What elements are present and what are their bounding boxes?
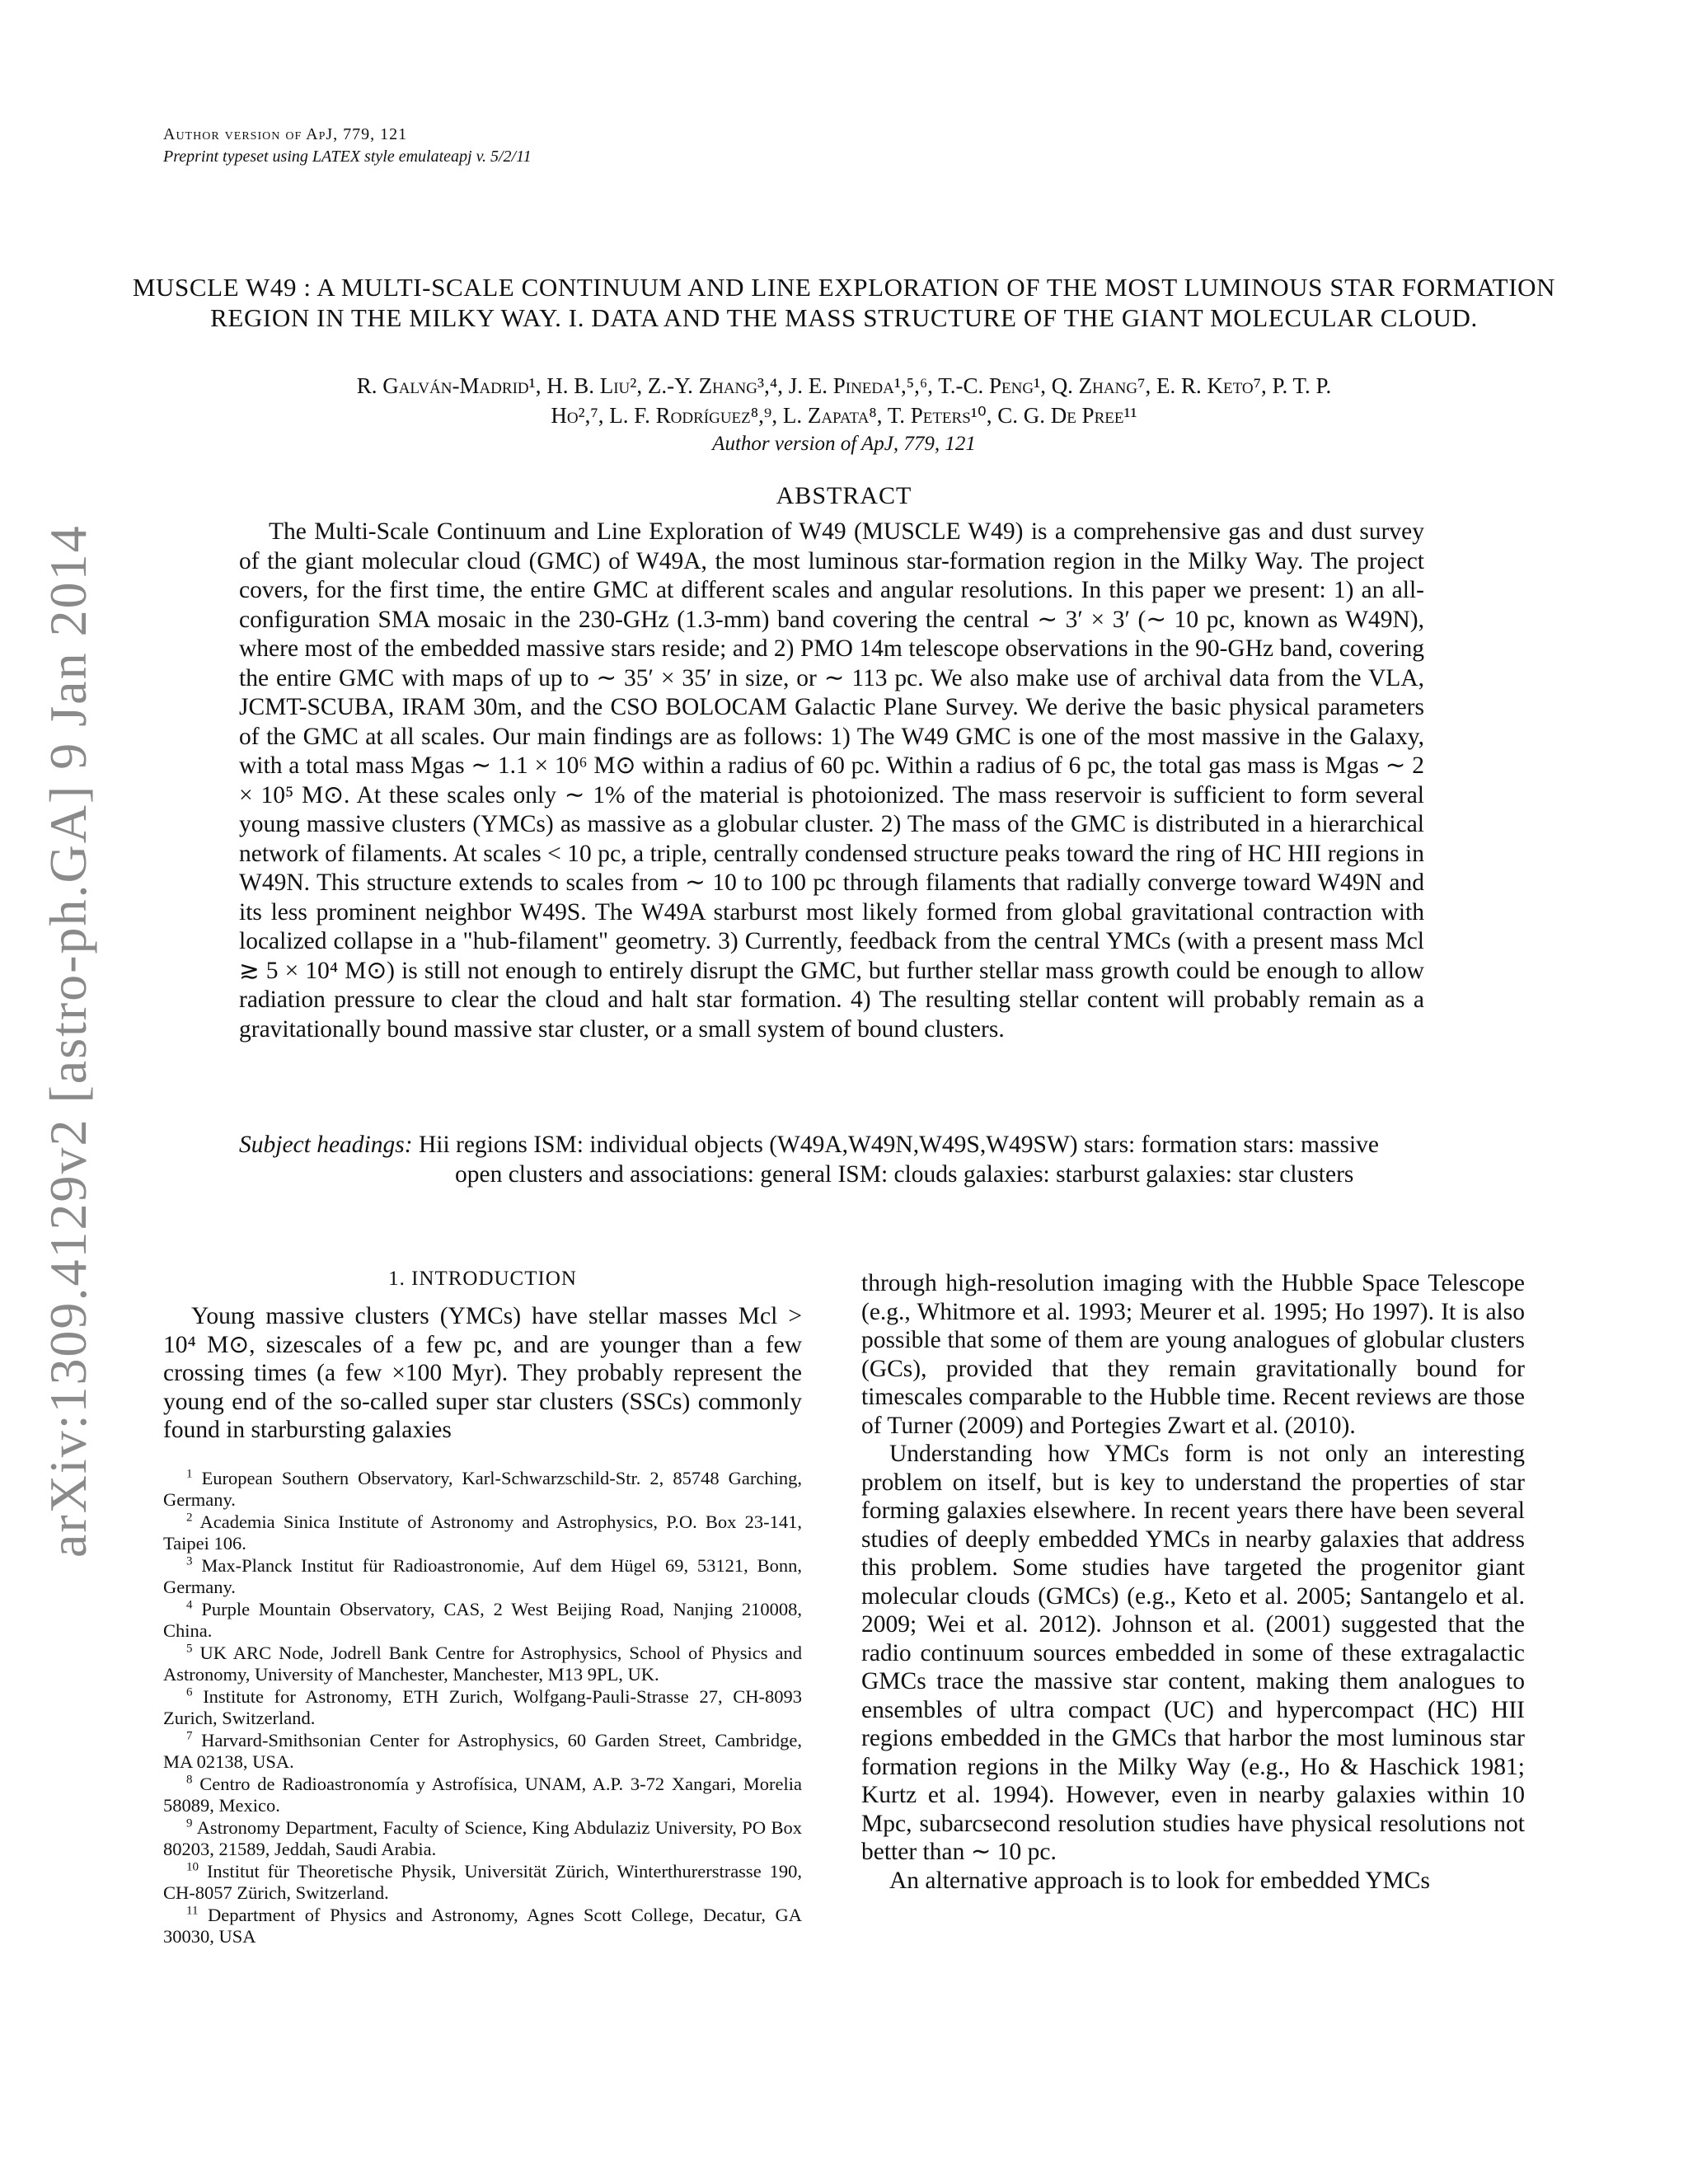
footnote-5: $^5$ UK ARC Node, Jodrell Bank Centre for Astrophysics, School of Physics and Astronomy, University of Manchester, Manchester, M13 9PL, UK. (163, 1642, 803, 1685)
footnote-3: $^3$ Max-Planck Institut für Radioastronomie, Auf dem Hügel 69, 53121, Bonn, Germany. (163, 1554, 803, 1597)
author-list-line-2: Ho²,⁷, L. F. Rodríguez⁸,⁹, L. Zapata⁸, T. Peters¹⁰, C. G. De Pree¹¹ (551, 403, 1137, 428)
footnote-10: $^{10}$ Institut für Theoretische Physik, Universität Zürich, Winterthurerstrasse 190, CH-8057 Zürich, Switzerland. (163, 1860, 802, 1903)
intro-paragraph-1-continued: through high-resolution imaging with the Hubble Space Telescope (e.g., Whitmore et al. 1993; Meurer et al. 1995; Ho 1997). It is also possible that some of them are young analogues of globular clusters (GCs), provided that they remain gravitationally bound for timescales comparable to the Hubble time. Recent reviews are those of Turner (2009) and Portegies Zwart et al. (2010). (861, 1270, 1525, 1439)
abstract-heading: ABSTRACT (776, 482, 912, 509)
footnote-8: $^8$ Centro de Radioastronomía y Astrofísica, UNAM, A.P. 3-72 Xangari, Morelia 58089, Mexico. (163, 1773, 803, 1816)
footnote-11: $^{11}$ Department of Physics and Astronomy, Agnes Scott College, Decatur, GA 30030, USA (163, 1904, 803, 1947)
subject-headings-list: Hii regions ISM: individual objects (W49A,W49N,W49S,W49SW) stars: formation stars: massive open clusters and associations: general ISM: clouds galaxies: starburst galaxies: star clusters (418, 1132, 1380, 1188)
intro-paragraph-2: Understanding how YMCs form is not only an interesting problem on itself, but is key to understand the properties of star forming galaxies elsewhere. In recent years there have been several studies of deeply embedded YMCs in nearby galaxies that address this problem. Some studies have targeted the progenitor giant molecular clouds (GMCs) (e.g., Keto et al. 2005; Santangelo et al. 2009; Wei et al. 2012). Johnson et al. (2001) suggested that the radio continuum sources embedded in some of these extragalactic GMCs trace the massive star content, making them analogues to ensembles of ultra compact (UC) and hypercompact (HC) HII regions embedded in the GMCs that harbor the most luminous star formation regions in the Milky Way (e.g., Ho & Haschick 1981; Kurtz et al. 1994). However, even in nearby galaxies within 10 Mpc, subarcsecond resolution studies have physical resolutions not better than ∼ 10 pc. (861, 1441, 1525, 1865)
preprint-header (163, 124, 532, 168)
intro-paragraph-1: Young massive clusters (YMCs) have stellar masses Mcl > 10⁴ M⊙, sizescales of a few pc, and are younger than a few crossing times (a few ×100 Myr). They probably represent the young end of the so-called super star clusters (SSCs) commonly found in starbursting galaxies (163, 1303, 802, 1443)
author-list (124, 371, 1564, 430)
arxiv-identifier-stamp: arXiv:1309.4129v2 [astro-ph.GA] 9 Jan 2014 (39, 524, 97, 1558)
author-version-note: Author version of ApJ, 779, 121 (712, 433, 976, 455)
footnote-4: $^4$ Purple Mountain Observatory, CAS, 2 West Beijing Road, Nanjing 210008, China. (163, 1598, 803, 1641)
author-list-line-1: R. Galván-Madrid¹, H. B. Liu², Z.-Y. Zhang³,⁴, J. E. Pineda¹,⁵,⁶, T.-C. Peng¹, Q. Zhang⁷, E. R. Keto⁷, P. T. P. (356, 373, 1332, 398)
footnote-1: $^1$ European Southern Observatory, Karl-Schwarzschild-Str. 2, 85748 Garching, Germany. (163, 1467, 802, 1510)
subject-headings-label: Subject headings: (239, 1132, 413, 1158)
footnote-7: $^7$ Harvard-Smithsonian Center for Astrophysics, 60 Garden Street, Cambridge, MA 02138, USA. (163, 1729, 803, 1772)
journal-version-note: Author version of ApJ, 779, 121 (163, 125, 408, 143)
intro-paragraph-3: An alternative approach is to look for embedded YMCs (889, 1867, 1430, 1894)
footnote-2: $^2$ Academia Sinica Institute of Astronomy and Astrophysics, P.O. Box 23-141, Taipei 106. (163, 1511, 802, 1554)
typeset-note: Preprint typeset using LATEX style emulateapj v. 5/2/11 (163, 148, 532, 166)
paper-title: MUSCLE W49 : A MULTI-SCALE CONTINUUM AND LINE EXPLORATION OF THE MOST LUMINOUS STAR FORMATION REGION IN THE MILKY WAY. I. DATA AND THE MASS STRUCTURE OF THE GIANT MOLECULAR CLOUD. (132, 273, 1556, 332)
footnote-6: $^6$ Institute for Astronomy, ETH Zurich, Wolfgang-Pauli-Strasse 27, CH-8093 Zurich, Switzerland. (163, 1685, 803, 1728)
subject-headings (239, 1131, 1424, 1189)
section-heading-introduction: 1. INTRODUCTION (388, 1268, 577, 1290)
left-column (163, 1268, 802, 1948)
affiliation-footnotes (163, 1468, 802, 1948)
footnote-9: $^9$ Astronomy Department, Faculty of Science, King Abdulaziz University, PO Box 80203, 21589, Jeddah, Saudi Arabia. (163, 1816, 802, 1859)
abstract-text: The Multi-Scale Continuum and Line Exploration of W49 (MUSCLE W49) is a comprehensive gas and dust survey of the giant molecular cloud (GMC) of W49A, the most luminous star-formation region in the Milky Way. The project covers, for the first time, the entire GMC at different scales and angular resolutions. In this paper we present: 1) an all-configuration SMA mosaic in the 230-GHz (1.3-mm) band covering the central ∼ 3′ × 3′ (∼ 10 pc, known as W49N), where most of the embedded massive stars reside; and 2) PMO 14m telescope observations in the 90-GHz band, covering the entire GMC with maps of up to ∼ 35′ × 35′ in size, or ∼ 113 pc. We also make use of archival data from the VLA, JCMT-SCUBA, IRAM 30m, and the CSO BOLOCAM Galactic Plane Survey. We derive the basic physical parameters of the GMC at all scales. Our main findings are as follows: 1) The W49 GMC is one of the most massive in the Galaxy, with a total mass Mgas ∼ 1.1 × 10⁶ M⊙ within a radius of 60 pc. Within a radius of 6 pc, the total gas mass is Mgas ∼ 2 × 10⁵ M⊙. At these scales only ∼ 1% of the material is photoionized. The mass reservoir is sufficient to form several young massive clusters (YMCs) as massive as a globular cluster. 2) The mass of the GMC is distributed in a hierarchical network of filaments. At scales < 10 pc, a triple, centrally condensed structure peaks toward the ring of HC HII regions in W49N. This structure extends to scales from ∼ 10 to 100 pc through filaments that radially converge toward W49N and its less prominent neighbor W49S. The W49A starburst most likely formed from global gravitational contraction with localized collapse in a "hub-filament" geometry. 3) Currently, feedback from the central YMCs (with a present mass Mcl ≳ 5 × 10⁴ M⊙) is still not enough to entirely disrupt the GMC, but further stellar mass growth could be enough to allow radiation pressure to clear the cloud and halt star formation. 4) The resulting stellar content will probably remain as a gravitationally bound massive star cluster, or a small system of bound clusters. (239, 518, 1424, 1043)
right-column (861, 1269, 1525, 1895)
